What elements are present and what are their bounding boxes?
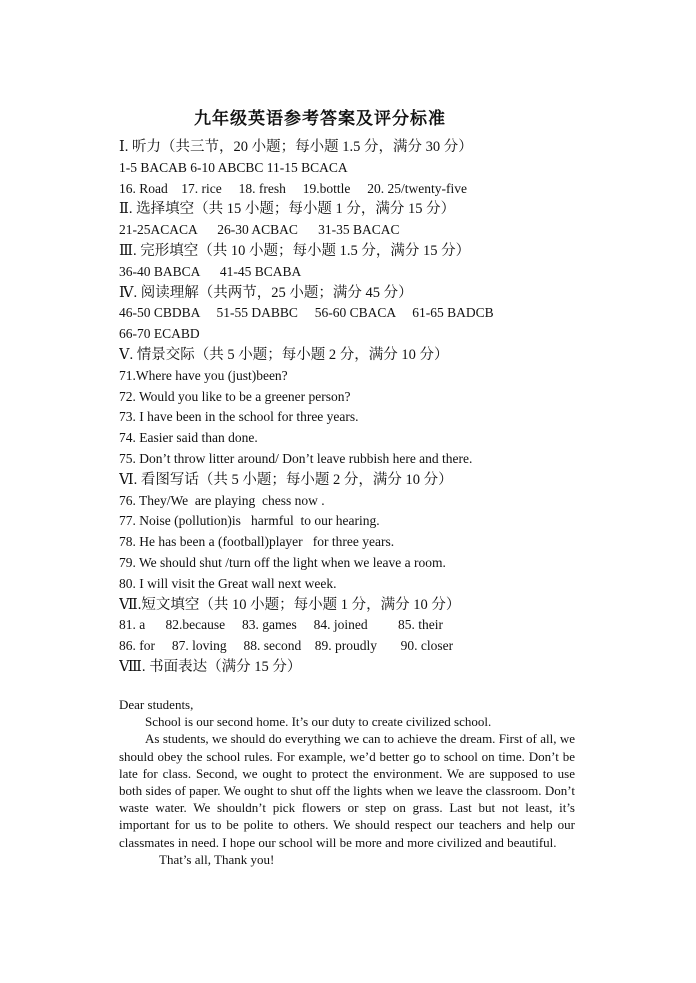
answer-line: 72. Would you like to be a greener person? bbox=[119, 388, 351, 404]
answer-line: 21-25ACACA 26-30 ACBAC 31-35 BACAC bbox=[119, 222, 400, 238]
answer-line: 74. Easier said than done. bbox=[119, 430, 258, 446]
answer-line: 81. a 82.because 83. games 84. joined 85. their bbox=[119, 617, 443, 633]
answer-line: 71.Where have you (just)been? bbox=[119, 367, 288, 383]
essay-greeting: Dear students, bbox=[119, 697, 194, 712]
answer-line: 66-70 ECABD bbox=[119, 326, 200, 342]
essay-paragraph: School is our second home. It’s our duty to create civilized school. bbox=[145, 714, 492, 730]
section-heading: Ⅴ. 情景交际（共 5 小题；每小题 2 分，满分 10 分） bbox=[119, 346, 449, 363]
answer-line: 86. for 87. loving 88. second 89. proudly 90. closer bbox=[119, 638, 454, 654]
essay-paragraph: As students, we should do everything we can to achieve the dream. First of all, we should obey the school rules. For example, we’d better go to school on time. Don’t be late for class. Second, we ought to protect the environment. We are supposed to use both sides of paper. We ought to shut off the lights when we leave the classroom. Don’t waste water. We shouldn’t pick flowers or step on grass. Last but not least, it’s important for us to be polite to others. We should respect our teachers and help our classmates in need. I hope our school will be more and more civilized and beautiful. bbox=[119, 731, 575, 850]
section-heading: Ⅱ. 选择填空（共 15 小题；每小题 1 分，满分 15 分） bbox=[119, 201, 456, 218]
answer-line: 16. Road 17. rice 18. fresh 19.bottle 20. 25/twenty-five bbox=[119, 180, 467, 196]
section-heading: Ⅲ. 完形填空（共 10 小题；每小题 1.5 分，满分 15 分） bbox=[119, 242, 471, 259]
answer-line: 1-5 BACAB 6-10 ABCBC 11-15 BCACA bbox=[119, 159, 348, 175]
answer-line: 73. I have been in the school for three years. bbox=[119, 409, 359, 425]
answer-line: 79. We should shut /turn off the light when we leave a room. bbox=[119, 554, 446, 570]
answer-line: 77. Noise (pollution)is harmful to our hearing. bbox=[119, 513, 380, 529]
section-heading: Ⅳ. 阅读理解（共两节，25 小题；满分 45 分） bbox=[119, 284, 413, 301]
answer-list bbox=[119, 137, 589, 678]
answer-line: 76. They/We are playing chess now . bbox=[119, 492, 325, 508]
answer-line: 46-50 CBDBA 51-55 DABBC 56-60 CBACA 61-65 BADCB bbox=[119, 305, 494, 321]
essay-sample bbox=[119, 696, 575, 868]
section-heading: Ⅰ. 听力（共三节，20 小题；每小题 1.5 分，满分 30 分） bbox=[119, 139, 473, 155]
answer-line: 80. I will visit the Great wall next week. bbox=[119, 575, 337, 591]
answer-line: 75. Don’t throw litter around/ Don’t leave rubbish here and there. bbox=[119, 450, 473, 466]
document-title: 九年级英语参考答案及评分标准 bbox=[194, 109, 446, 128]
section-heading: Ⅶ.短文填空（共 10 小题；每小题 1 分，满分 10 分） bbox=[119, 596, 461, 613]
answer-line: 78. He has been a (football)player for three years. bbox=[119, 534, 395, 550]
essay-closing: That’s all, Thank you! bbox=[159, 851, 275, 867]
section-heading: Ⅷ. 书面表达（满分 15 分） bbox=[119, 658, 302, 675]
answer-line: 36-40 BABCA 41-45 BCABA bbox=[119, 263, 302, 279]
section-heading: Ⅵ. 看图写话（共 5 小题；每小题 2 分，满分 10 分） bbox=[119, 471, 453, 488]
